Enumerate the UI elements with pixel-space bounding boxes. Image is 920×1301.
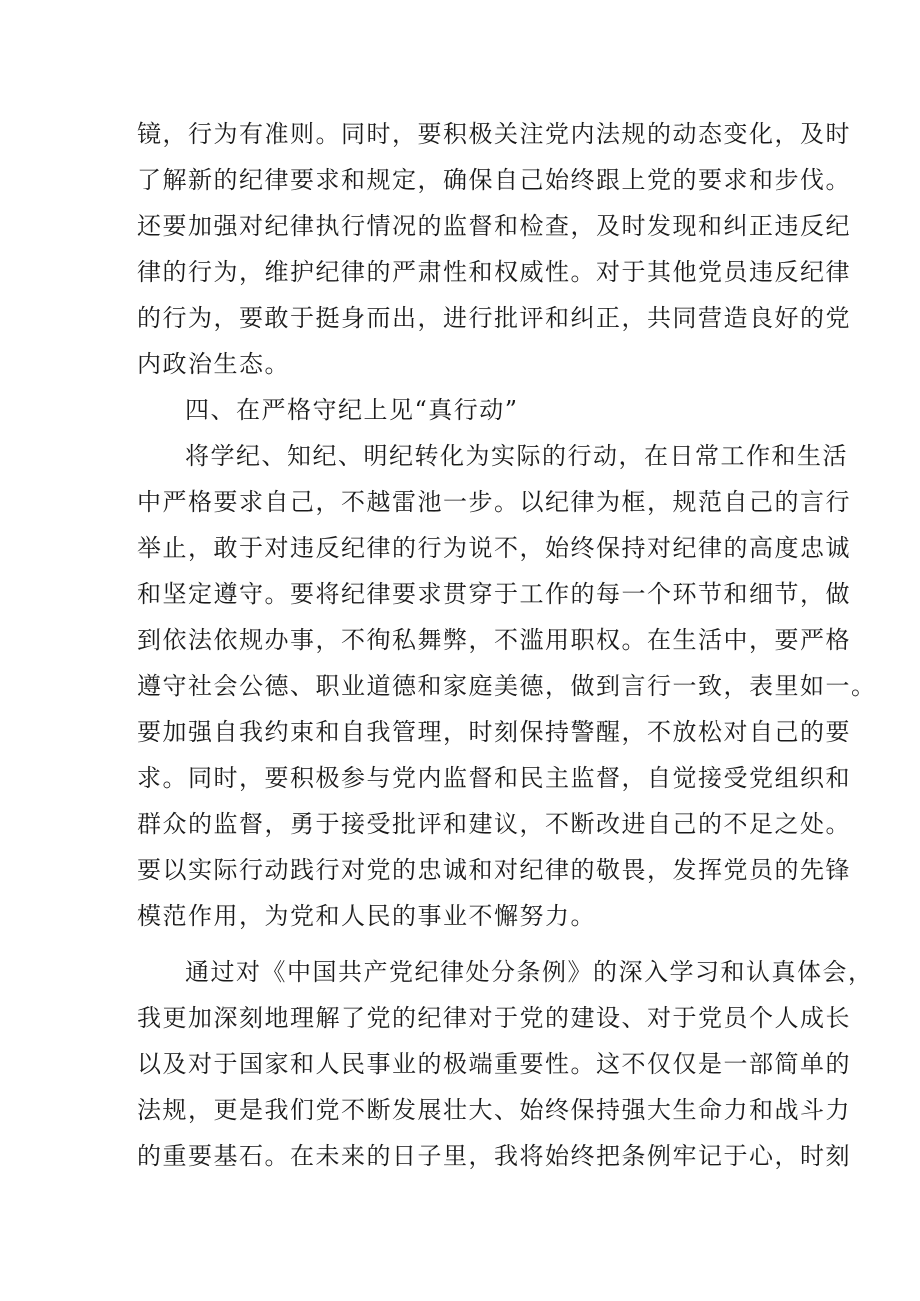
paragraph-line: 以及对于国家和人民事业的极端重要性。这不仅仅是一部简单的: [137, 1050, 851, 1078]
paragraph-line: 求。同时，要积极参与党内监督和民主监督，自觉接受党组织和: [137, 764, 851, 792]
paragraph-line: 法规，更是我们党不断发展壮大、始终保持强大生命力和战斗力: [137, 1096, 851, 1124]
paragraph-line: 和坚定遵守。要将纪律要求贯穿于工作的每一个环节和细节，做: [137, 580, 851, 608]
paragraph-line: 将学纪、知纪、明纪转化为实际的行动，在日常工作和生活: [185, 442, 848, 470]
paragraph-line: 的重要基石。在未来的日子里，我将始终把条例牢记于心，时刻: [137, 1142, 851, 1170]
section-heading: 四、在严格守纪上见“真行动”: [185, 396, 519, 424]
paragraph-line: 的行为，要敢于挺身而出，进行批评和纠正，共同营造良好的党: [137, 304, 851, 332]
paragraph-line: 了解新的纪律要求和规定，确保自己始终跟上党的要求和步伐。: [137, 166, 851, 194]
paragraph-line: 内政治生态。: [137, 350, 290, 378]
paragraph-line: 通过对《中国共产党纪律处分条例》的深入学习和认真体会，: [185, 958, 874, 986]
paragraph-line: 我更加深刻地理解了党的纪律对于党的建设、对于党员个人成长: [137, 1004, 851, 1032]
paragraph-line: 遵守社会公德、职业道德和家庭美德，做到言行一致，表里如一。: [137, 672, 877, 700]
paragraph-line: 要以实际行动践行对党的忠诚和对纪律的敬畏，发挥党员的先锋: [137, 856, 851, 884]
paragraph-line: 举止，敢于对违反纪律的行为说不，始终保持对纪律的高度忠诚: [137, 534, 851, 562]
paragraph-line: 要加强自我约束和自我管理，时刻保持警醒，不放松对自己的要: [137, 718, 851, 746]
paragraph-line: 模范作用，为党和人民的事业不懈努力。: [137, 902, 596, 930]
paragraph-line: 律的行为，维护纪律的严肃性和权威性。对于其他党员违反纪律: [137, 258, 851, 286]
paragraph-line: 到依法依规办事，不徇私舞弊，不滥用职权。在生活中，要严格: [137, 626, 851, 654]
paragraph-line: 镜，行为有准则。同时，要积极关注党内法规的动态变化，及时: [137, 120, 851, 148]
paragraph-line: 群众的监督，勇于接受批评和建议，不断改进自己的不足之处。: [137, 810, 851, 838]
paragraph-line: 中严格要求自己，不越雷池一步。以纪律为框，规范自己的言行: [137, 488, 851, 516]
paragraph-line: 还要加强对纪律执行情况的监督和检查，及时发现和纠正违反纪: [137, 212, 851, 240]
